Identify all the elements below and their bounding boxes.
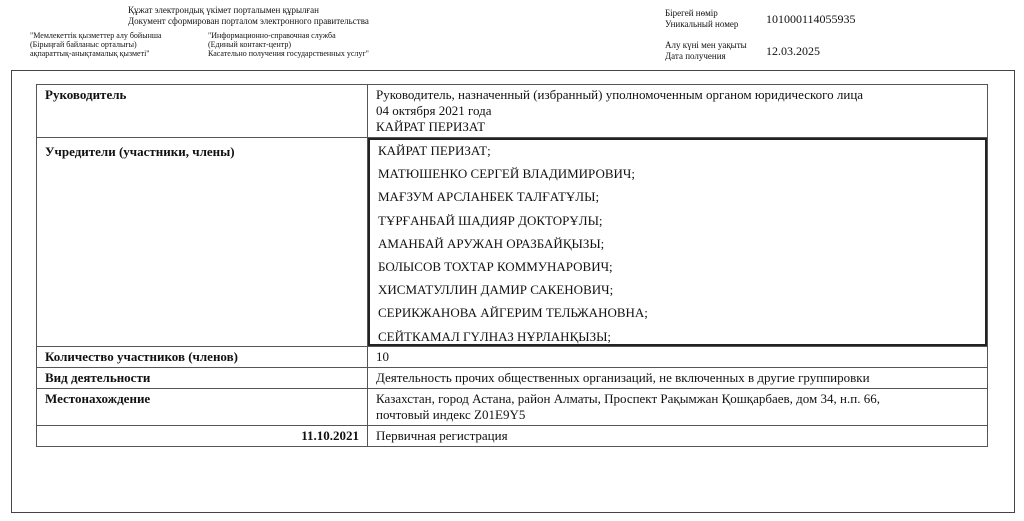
left-service-line-2: (Бірыңғай байланыс орталығы)	[30, 40, 137, 49]
director-line: Руководитель, назначенный (избранный) уполномоченным органом юридического лица	[376, 87, 864, 102]
list-item: КАЙРАТ ПЕРИЗАТ;	[378, 143, 491, 158]
location-value	[368, 389, 988, 426]
mid-service-line-2: (Единый контакт-центр)	[208, 40, 292, 49]
date-label-kz: Алу күні мен уақыты	[665, 40, 747, 50]
left-service-line-1: "Мемлекеттік қызметтер алу бойынша	[30, 31, 162, 40]
table-row	[37, 389, 988, 426]
activity-label: Вид деятельности	[37, 368, 368, 389]
list-item: СЕЙТКАМАЛ ГҮЛНАЗ НҰРЛАНҚЫЗЫ;	[378, 328, 612, 344]
table-row	[37, 347, 988, 368]
date-label-ru: Дата получения	[665, 51, 726, 61]
unique-number-label-ru: Уникальный номер	[665, 19, 739, 29]
count-value: 10	[368, 347, 988, 368]
list-item: МАҒЗУМ АРСЛАНБЕК ТАЛҒАТҰЛЫ;	[378, 189, 600, 205]
left-service-line-3: ақпараттық-анықтамалық қызметі"	[30, 49, 150, 58]
registration-date: 11.10.2021	[37, 426, 368, 447]
founders-value	[368, 138, 988, 347]
director-label: Руководитель	[37, 85, 368, 138]
list-item: БОЛЫСОВ ТОХТАР КОММУНАРОВИЧ;	[378, 258, 613, 274]
location-line: Казахстан, город Астана, район Алматы, Проспект Рақымжан Қошқарбаев, дом 34, н.п. 66,	[376, 391, 880, 406]
registration-type: Первичная регистрация	[368, 426, 988, 447]
mid-service-line-1: "Информационно-справочная служба	[208, 31, 336, 40]
activity-value: Деятельность прочих общественных организаций, не включенных в другие группировки	[368, 368, 988, 389]
table-row	[37, 368, 988, 389]
list-item: МАТЮШЕНКО СЕРГЕЙ ВЛАДИМИРОВИЧ;	[378, 166, 635, 182]
table-row	[37, 85, 988, 138]
count-label: Количество участников (членов)	[37, 347, 368, 368]
mid-service-line-3: Касательно получения государственных услуг"	[208, 49, 369, 58]
director-line: КАЙРАТ ПЕРИЗАТ	[376, 119, 486, 134]
list-item: ХИСМАТУЛЛИН ДАМИР САКЕНОВИЧ;	[378, 282, 614, 298]
list-item: АМАНБАЙ АРУЖАН ОРАЗБАЙҚЫЗЫ;	[378, 235, 605, 251]
date-value: 12.03.2025	[766, 44, 820, 58]
founders-label: Учредители (участники, члены)	[37, 138, 368, 347]
founders-scroll-box[interactable]	[368, 138, 987, 346]
unique-number-value: 101000114055935	[766, 12, 856, 26]
list-item: ТҰРҒАНБАЙ ШАДИЯР ДОКТОРҰЛЫ;	[378, 212, 603, 228]
location-label: Местонахождение	[37, 389, 368, 426]
header-ru-line: Документ сформирован порталом электронного правительства	[128, 16, 369, 26]
table-row	[37, 138, 988, 347]
table-row	[37, 426, 988, 447]
location-line: почтовый индекс Z01E9Y5	[376, 407, 526, 422]
director-line: 04 октября 2021 года	[376, 103, 492, 118]
header-kz-line: Құжат электрондық үкімет порталымен құрылған	[128, 5, 319, 15]
list-item: СЕРИКЖАНОВА АЙГЕРИМ ТЕЛЬЖАНОВНА;	[378, 305, 648, 321]
director-value	[368, 85, 988, 138]
registry-table	[36, 84, 988, 447]
unique-number-label-kz: Бірегей нөмір	[665, 8, 718, 18]
